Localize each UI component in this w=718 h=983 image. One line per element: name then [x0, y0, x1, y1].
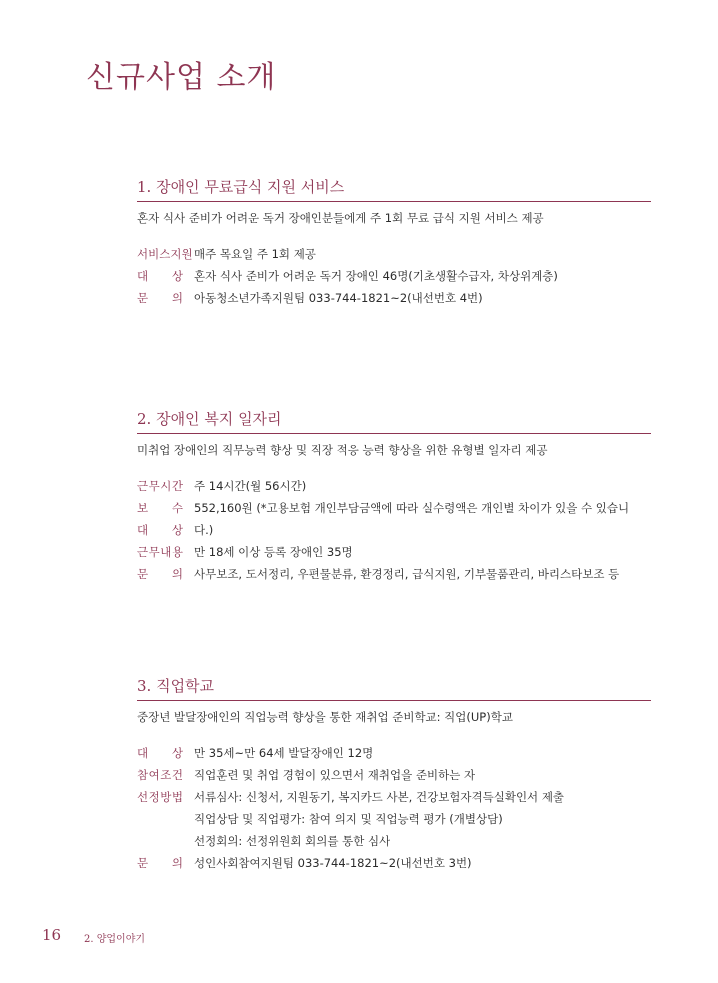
row-label [137, 830, 194, 852]
row-label-char: 방 [160, 790, 172, 804]
row-value: 매주 목요일 주 1회 제공 [194, 247, 316, 261]
section-description: 미취업 장애인의 직무능력 향상 및 직장 적응 능력 향상을 위한 유형별 일자리 제공 [137, 443, 548, 457]
info-rows [137, 243, 651, 309]
row-label-char: 용 [171, 545, 183, 559]
row-value: 다.) [194, 523, 214, 537]
row-label-char: 수 [171, 501, 183, 515]
info-row [137, 742, 651, 764]
row-value: 선정회의: 선정위원회 회의를 통한 심사 [194, 834, 391, 848]
row-label [137, 852, 194, 874]
row-label-char: 문 [137, 856, 149, 870]
row-value: 직업훈련 및 취업 경험이 있으면서 재취업을 준비하는 자 [194, 768, 476, 782]
row-label-char: 법 [171, 790, 183, 804]
info-rows [137, 475, 651, 585]
row-label-char: 대 [137, 523, 149, 537]
row-value: 서류심사: 신청서, 지원동기, 복지카드 사본, 건강보험자격득실확인서 제출 [194, 790, 565, 804]
row-label-char: 의 [171, 856, 183, 870]
row-value: 직업상담 및 직업평가: 참여 의지 및 직업능력 평가 (개별상담) [194, 812, 503, 826]
row-label-char: 상 [171, 269, 183, 283]
row-label-char: 문 [137, 291, 149, 305]
row-label-char: 의 [171, 567, 183, 581]
info-row [137, 852, 651, 874]
info-row [137, 786, 651, 808]
row-value: 성인사회참여지원팀 033-744-1821~2(내선번호 3번) [194, 856, 472, 870]
info-row [137, 475, 651, 497]
row-value: 주 14시간(월 56시간) [194, 479, 307, 493]
info-row [137, 830, 651, 852]
info-row [137, 265, 651, 287]
row-label [137, 497, 194, 519]
row-value: 만 35세~만 64세 발달장애인 12명 [194, 746, 374, 760]
section-vocational-school [137, 675, 651, 874]
section-heading: 2. 장애인 복지 일자리 [137, 408, 651, 434]
row-label-char: 대 [137, 269, 149, 283]
row-label [137, 243, 194, 265]
row-label-char: 스 [159, 247, 171, 261]
info-rows [137, 742, 651, 874]
row-value: 혼자 식사 준비가 어려운 독거 장애인 46명(기초생활수급자, 차상위계층) [194, 269, 558, 283]
info-row [137, 563, 651, 585]
row-label-char: 건 [171, 768, 183, 782]
row-value: 아동청소년가족지원팀 033-744-1821~2(내선번호 4번) [194, 291, 483, 305]
row-label-char: 상 [171, 523, 183, 537]
footer-chapter: 2. 양업이야기 [84, 934, 146, 945]
section-meal-service [137, 176, 651, 309]
row-label-char: 근 [137, 479, 149, 493]
row-label-char: 문 [137, 567, 149, 581]
row-value: 552,160원 (*고용보험 개인부담금액에 따라 실수령액은 개인별 차이가 있을 수 있습니 [194, 501, 630, 515]
info-row [137, 287, 651, 309]
row-label-char: 의 [171, 291, 183, 305]
section-heading: 3. 직업학교 [137, 675, 651, 701]
info-row [137, 764, 651, 786]
row-label-char: 서 [137, 247, 149, 261]
row-label-char: 선 [137, 790, 149, 804]
row-label-char: 무 [148, 545, 160, 559]
info-row [137, 541, 651, 563]
row-value: 사무보조, 도서정리, 우편물분류, 환경정리, 급식지원, 기부물품관리, 바리스타보조 등 [194, 567, 620, 581]
section-description: 중장년 발달장애인의 직업능력 향상을 통한 재취업 준비학교: 직업(UP)학교 [137, 710, 513, 724]
section-heading: 1. 장애인 무료급식 지원 서비스 [137, 176, 651, 202]
row-label-char: 지 [170, 247, 182, 261]
row-label-char: 간 [171, 479, 183, 493]
row-label-char: 조 [160, 768, 172, 782]
page-title: 신규사업 소개 [86, 60, 277, 95]
row-label-char: 대 [137, 746, 149, 760]
info-row [137, 497, 651, 519]
row-label-char: 무 [148, 479, 160, 493]
row-label [137, 265, 194, 287]
page-number: 16 [42, 926, 62, 944]
row-label-char: 참 [137, 768, 149, 782]
section-welfare-jobs [137, 408, 651, 585]
row-label [137, 563, 194, 585]
row-label-char: 내 [160, 545, 172, 559]
row-label [137, 742, 194, 764]
row-label-char: 보 [137, 501, 149, 515]
row-label-char: 근 [137, 545, 149, 559]
row-label-char: 원 [181, 247, 193, 261]
section-description: 혼자 식사 준비가 어려운 독거 장애인분들에게 주 1회 무료 급식 지원 서비스 제공 [137, 211, 544, 225]
row-label [137, 764, 194, 786]
row-label [137, 786, 194, 808]
row-label-char: 여 [148, 768, 160, 782]
info-row [137, 243, 651, 265]
info-row [137, 519, 651, 541]
row-label-char: 비 [148, 247, 160, 261]
row-label-char: 정 [148, 790, 160, 804]
row-label [137, 519, 194, 541]
info-row [137, 808, 651, 830]
row-label [137, 808, 194, 830]
row-label [137, 541, 194, 563]
row-label [137, 287, 194, 309]
row-label [137, 475, 194, 497]
row-label-char: 상 [171, 746, 183, 760]
row-value: 만 18세 이상 등록 장애인 35명 [194, 545, 353, 559]
row-label-char: 시 [160, 479, 172, 493]
